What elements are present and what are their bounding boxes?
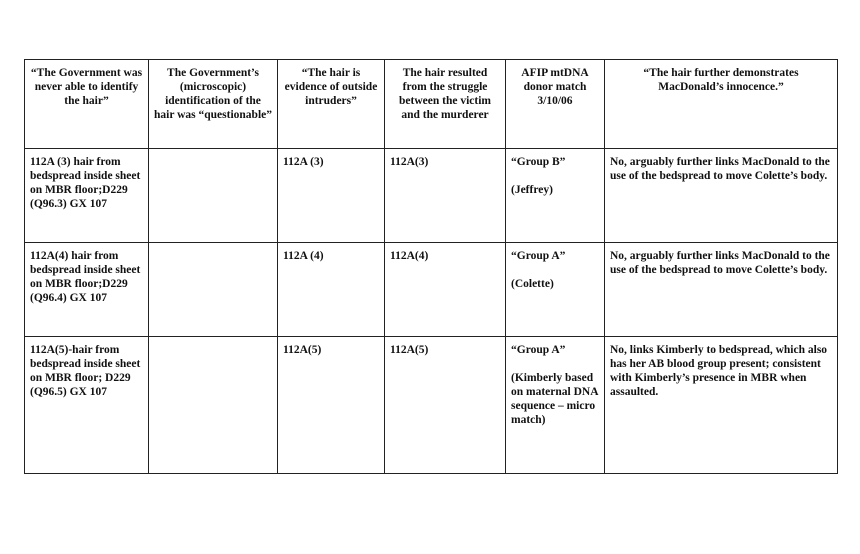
cell-microscopic (149, 149, 278, 243)
cell-item: 112A(5)-hair from bedspread inside sheet on MBR floor; D229 (Q96.5) GX 107 (25, 337, 149, 474)
header-microscopic-questionable: The Government’s (microscopic) identification of the hair was “questionable” (149, 60, 278, 149)
table-row (25, 243, 838, 337)
match-person: (Kimberly based on maternal DNA sequence – micro match) (511, 372, 598, 426)
cell-intruders: 112A (3) (278, 149, 385, 243)
cell-intruders: 112A(5) (278, 337, 385, 474)
match-group: “Group A” (511, 250, 566, 262)
cell-struggle: 112A(5) (385, 337, 506, 474)
header-afip-match: AFIP mtDNA donor match 3/10/06 (506, 60, 605, 149)
cell-intruders: 112A (4) (278, 243, 385, 337)
header-never-identified: “The Government was never able to identify the hair” (25, 60, 149, 149)
header-row (25, 60, 838, 149)
cell-item: 112A (3) hair from bedspread inside sheet on MBR floor;D229 (Q96.3) GX 107 (25, 149, 149, 243)
header-innocence: “The hair further demonstrates MacDonald’s innocence.” (605, 60, 838, 149)
match-group: “Group A” (511, 344, 566, 356)
table-row (25, 337, 838, 474)
cell-match (506, 337, 605, 474)
cell-microscopic (149, 337, 278, 474)
match-group: “Group B” (511, 156, 566, 168)
cell-innocence: No, arguably further links MacDonald to the use of the bedspread to move Colette’s body. (605, 149, 838, 243)
match-person: (Jeffrey) (511, 184, 553, 196)
hair-evidence-table (24, 59, 838, 474)
header-outside-intruders: “The hair is evidence of outside intruders” (278, 60, 385, 149)
cell-struggle: 112A(4) (385, 243, 506, 337)
cell-match (506, 243, 605, 337)
header-struggle: The hair resulted from the struggle between the victim and the murderer (385, 60, 506, 149)
cell-microscopic (149, 243, 278, 337)
cell-item: 112A(4) hair from bedspread inside sheet on MBR floor;D229 (Q96.4) GX 107 (25, 243, 149, 337)
match-person: (Colette) (511, 278, 554, 290)
cell-match (506, 149, 605, 243)
table-row (25, 149, 838, 243)
cell-innocence: No, links Kimberly to bedspread, which also has her AB blood group present; consistent with Kimberly’s presence in MBR when assaulted. (605, 337, 838, 474)
cell-struggle: 112A(3) (385, 149, 506, 243)
cell-innocence: No, arguably further links MacDonald to the use of the bedspread to move Colette’s body. (605, 243, 838, 337)
